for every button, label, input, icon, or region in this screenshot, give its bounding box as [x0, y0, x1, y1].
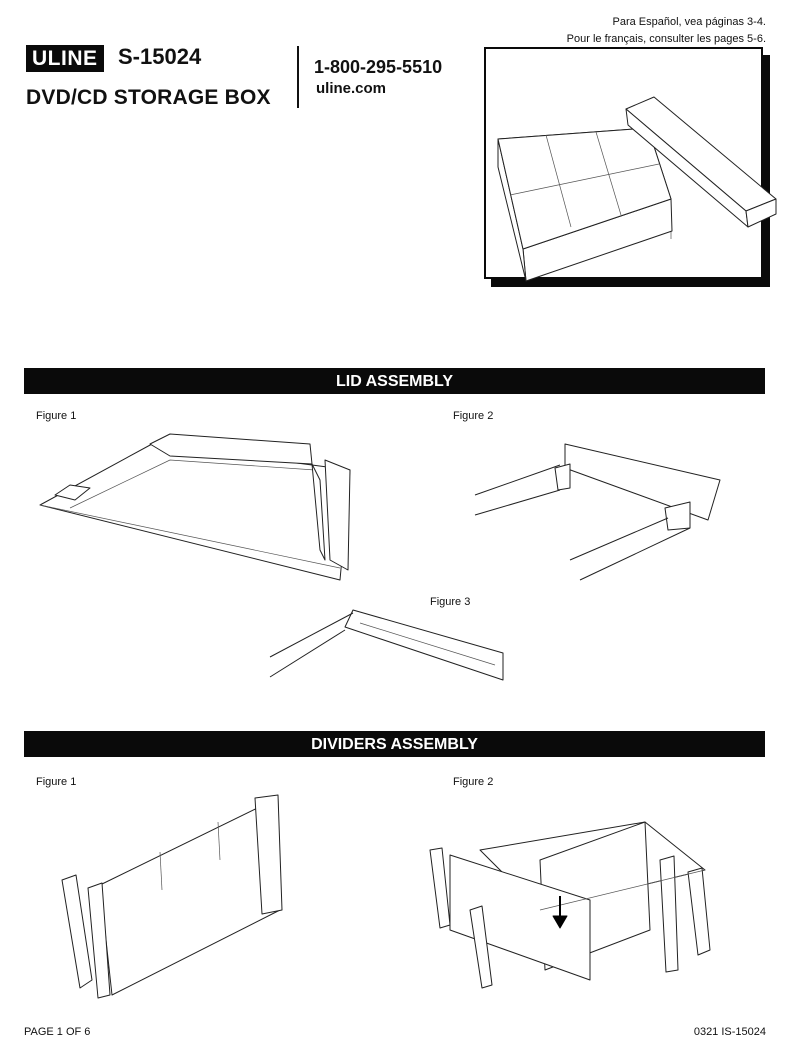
product-title: DVD/CD STORAGE BOX — [26, 86, 271, 109]
document-code: 0321 IS-15024 — [693, 1026, 766, 1038]
down-arrow-icon — [552, 896, 568, 930]
page-number: PAGE 1 OF 6 — [24, 1026, 91, 1038]
lid-figure-3-label: Figure 3 — [430, 596, 471, 608]
hero-frame — [484, 47, 763, 279]
lid-figure-2-label: Figure 2 — [453, 410, 494, 422]
website-link[interactable]: uline.com — [316, 80, 387, 97]
dividers-figure-1-label: Figure 1 — [36, 776, 77, 788]
uline-logo: ULINE — [26, 45, 104, 72]
model-number: S-15024 — [118, 44, 202, 69]
dividers-figure-2-label: Figure 2 — [453, 776, 494, 788]
lid-figure-3-diagram — [265, 605, 515, 695]
header-divider — [297, 46, 299, 108]
dividers-figure-2-diagram — [420, 810, 720, 1000]
lid-assembly-heading: LID ASSEMBLY — [24, 368, 765, 394]
dividers-assembly-heading: DIVIDERS ASSEMBLY — [24, 731, 765, 757]
spanish-note: Para Español, vea páginas 3-4. — [612, 16, 766, 28]
box-illustration — [486, 49, 761, 277]
lid-figure-1-diagram — [30, 430, 360, 590]
french-note: Pour le français, consulter les pages 5-6. — [566, 33, 766, 45]
dividers-figure-1-diagram — [40, 790, 290, 1000]
lid-figure-1-label: Figure 1 — [36, 410, 77, 422]
phone-number: 1-800-295-5510 — [314, 57, 443, 77]
lid-figure-2-diagram — [470, 430, 730, 590]
